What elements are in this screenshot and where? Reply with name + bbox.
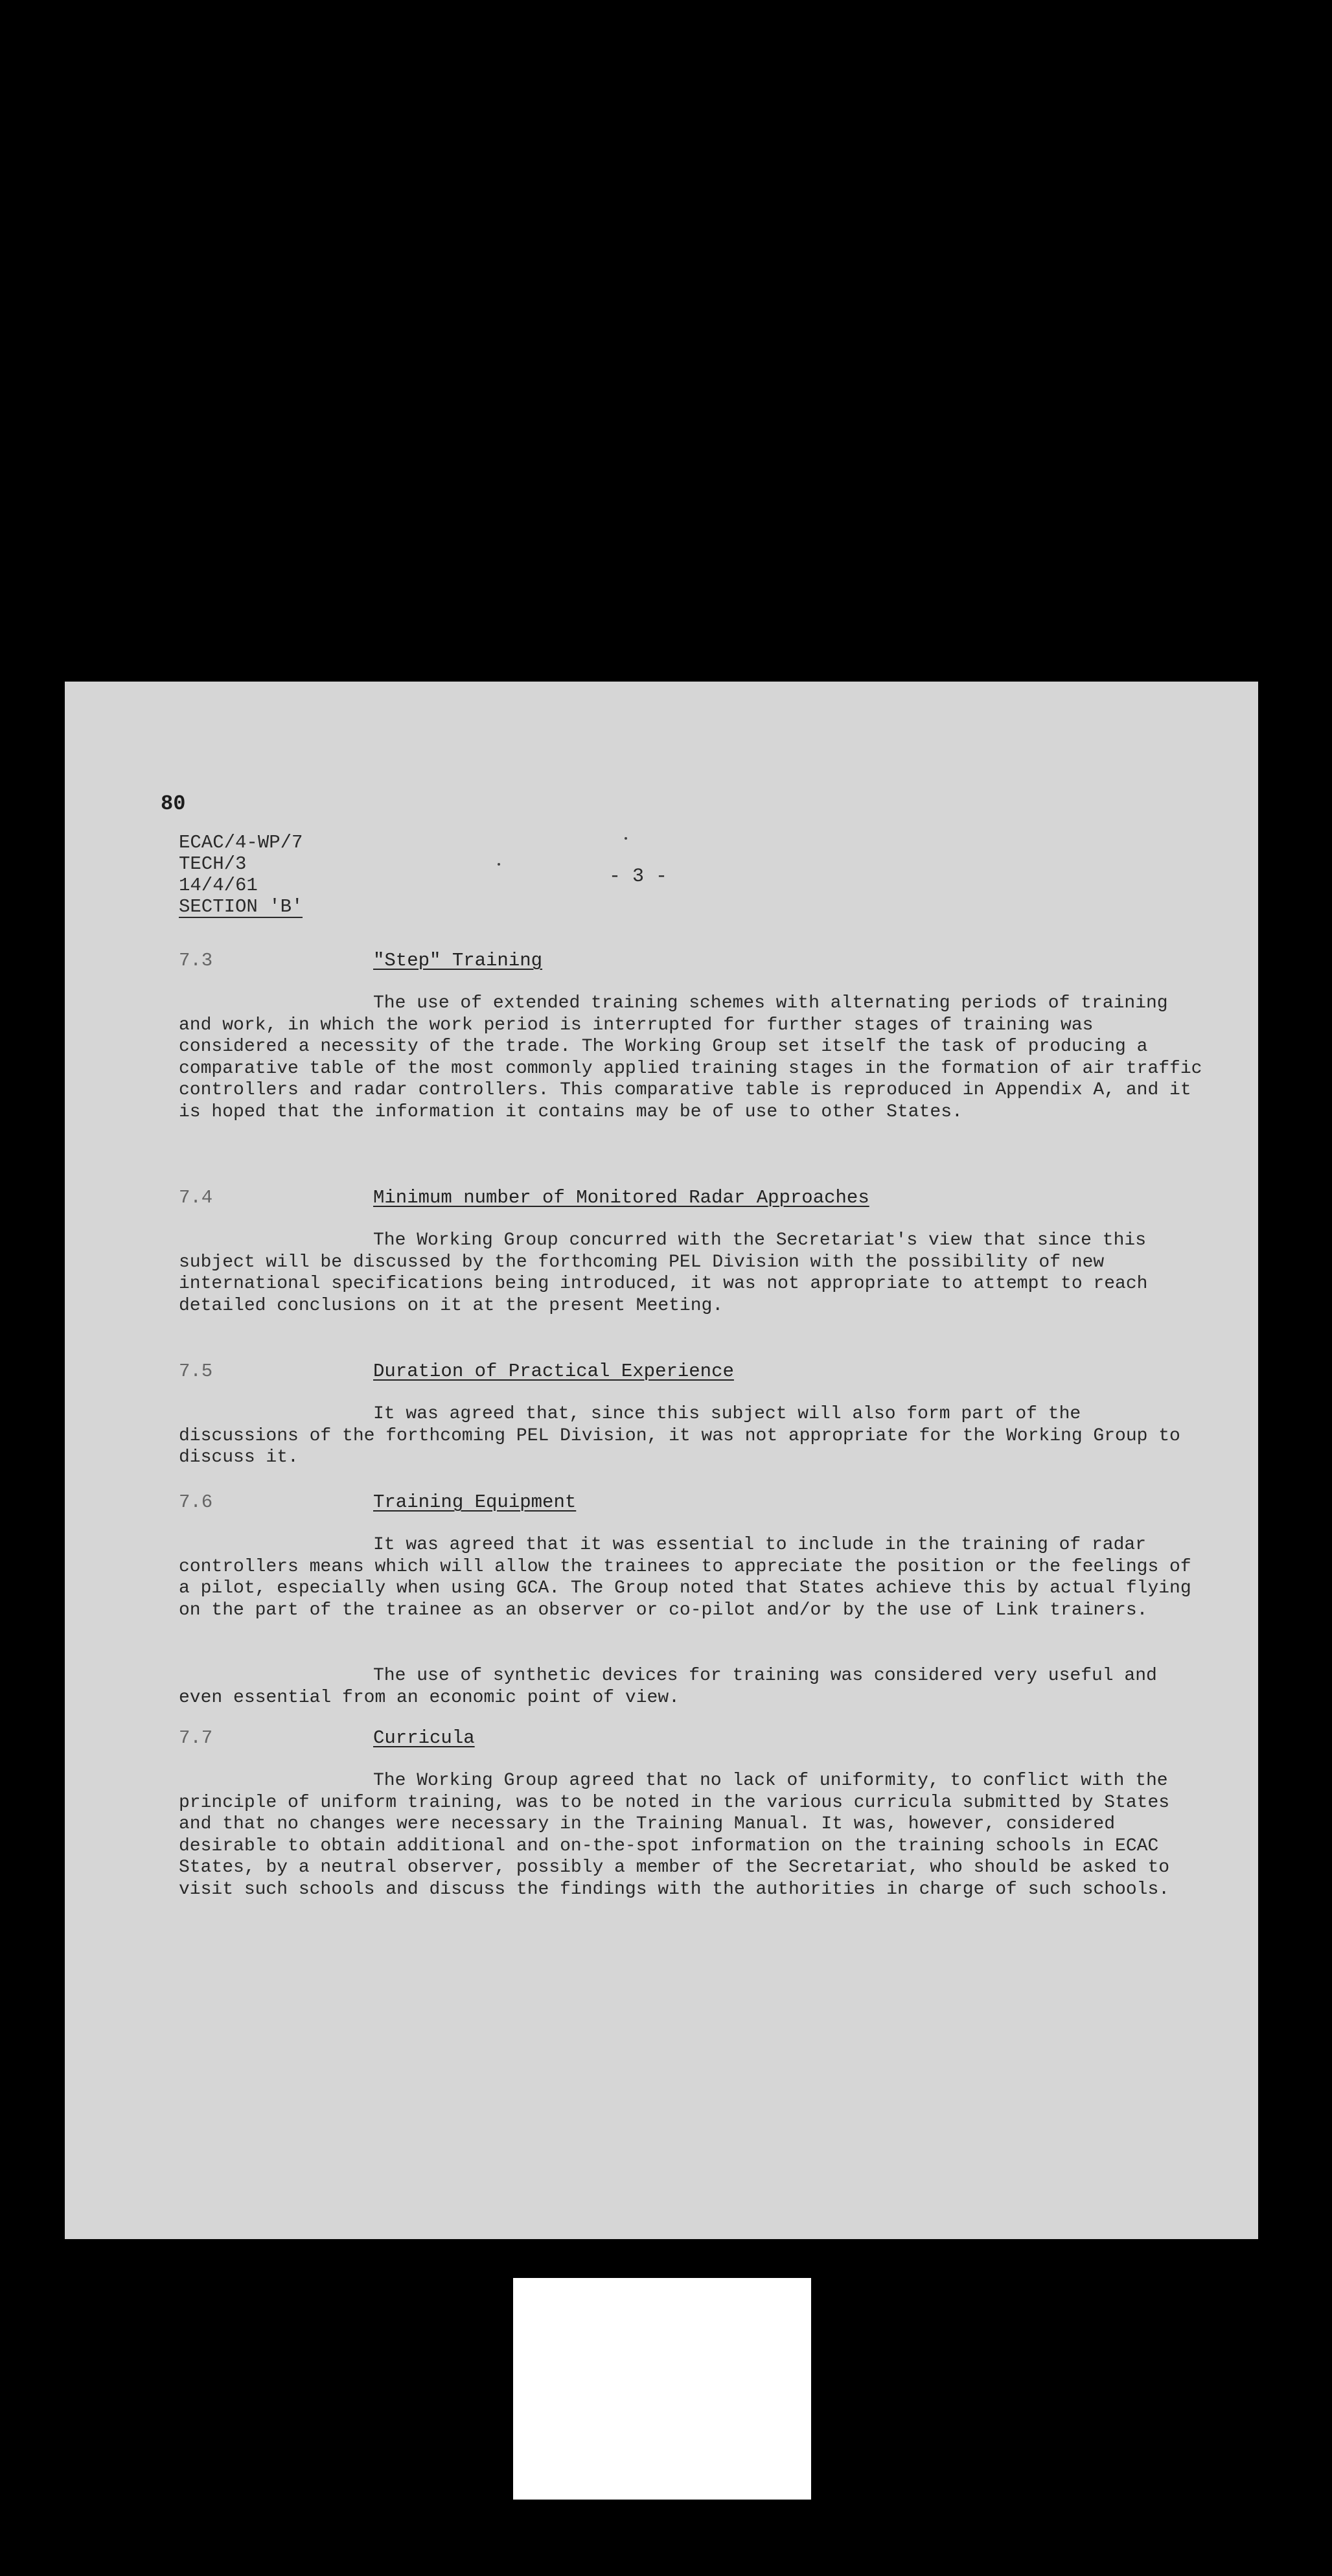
reference-line: 14/4/61 [179,875,258,896]
section-number: 7.7 [179,1727,213,1749]
section-heading: Training Equipment [373,1491,577,1513]
scan-speck [498,863,500,866]
section-heading: Duration of Practical Experience [373,1361,734,1382]
blank-white-slip [513,2278,811,2500]
scan-speck [625,837,627,840]
paragraph: The use of extended training schemes with alternating periods of training and work, in which the work period is interrupted for further stages of training was considered a necessity of the trade. The Working Group set itself the task of producing a comparative table of the most commonly applied training stages in the formation of air traffic controllers and radar controllers. This comparative table is reproduced in Appendix A, and it is hoped that the information it contains may be of use to other States. [179,993,1202,1122]
section-heading: Minimum number of Monitored Radar Approaches [373,1187,869,1208]
paragraph: It was agreed that it was essential to include in the training of radar controllers means which will allow the trainees to appreciate the position or the feelings of a pilot, especially when using GCA. The Group noted that States achieve this by actual flying on the part of the trainee as an observer or co-pilot and/or by the use of Link trainers. [179,1535,1191,1620]
section-label: SECTION 'B' [179,896,303,917]
section-number: 7.3 [179,950,213,971]
section-number: 7.6 [179,1491,213,1513]
paragraph: It was agreed that, since this subject will also form part of the discussions of the forthcoming PEL Division, it was not appropriate for the Working Group to discuss it. [179,1404,1180,1467]
paragraph: The Working Group concurred with the Secretariat's view that since this subject will be discussed by the forthcoming PEL Division with the possibility of new international specifications being introduced, it was not appropriate to attempt to reach detailed conclusions on it at the present Meeting. [179,1230,1148,1316]
folio-number: 80 [161,792,186,816]
section-number: 7.5 [179,1361,213,1382]
document-reference [179,832,303,918]
section-heading: Curricula [373,1727,475,1749]
paragraph: The Working Group agreed that no lack of uniformity, to conflict with the principle of uniform training, was to be noted in the various curricula submitted by States and that no changes were necessary in the Training Manual. It was, however, considered desirable to obtain additional and on-the-spot information on the training schools in ECAC States, by a neutral observer, possibly a member of the Secretariat, who should be asked to visit such schools and discuss the findings with the authorities in charge of such schools. [179,1771,1170,1900]
reference-line: TECH/3 [179,853,247,875]
section-number: 7.4 [179,1187,213,1208]
document-page [65,682,1258,2239]
paragraph: The use of synthetic devices for training was considered very useful and even essential from an economic point of view. [179,1666,1157,1708]
page-number: - 3 - [609,866,668,888]
reference-line: ECAC/4-WP/7 [179,832,303,853]
section-heading: "Step" Training [373,950,543,971]
